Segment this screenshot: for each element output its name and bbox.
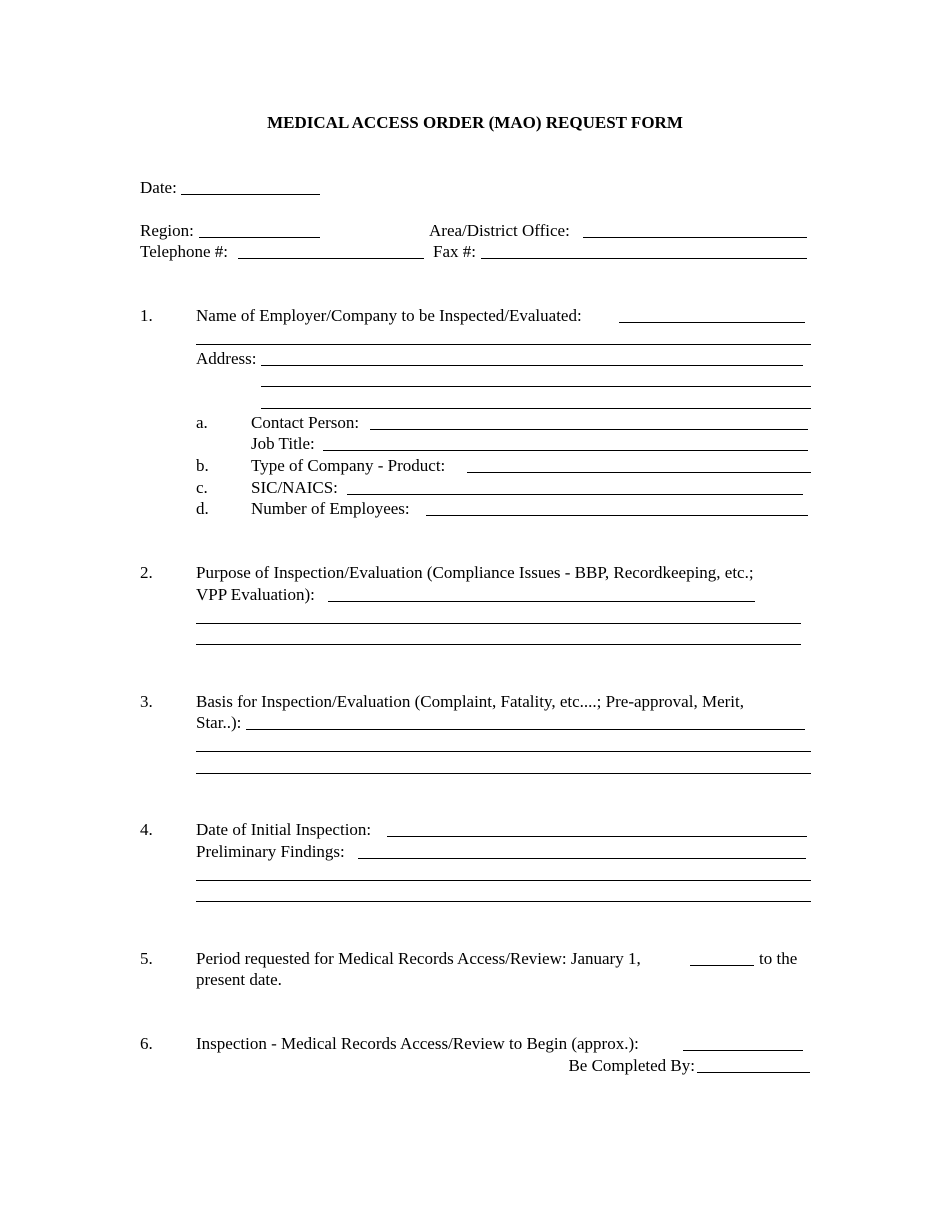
- contact-person-label: Contact Person:: [251, 413, 360, 432]
- period-label-end: to the: [759, 949, 798, 968]
- address-label: Address:: [196, 349, 257, 368]
- date-field[interactable]: [181, 194, 320, 195]
- fax-label: Fax #:: [433, 242, 476, 261]
- period-label-line-2: present date.: [196, 970, 282, 989]
- area-office-field[interactable]: [583, 237, 807, 238]
- item-d-letter: d.: [196, 499, 209, 518]
- employer-field-line-2[interactable]: [196, 344, 811, 345]
- begin-label: Inspection - Medical Records Access/Review to Begin (approx.):: [196, 1034, 639, 1053]
- form-title: MEDICAL ACCESS ORDER (MAO) REQUEST FORM: [267, 113, 683, 132]
- company-type-field[interactable]: [467, 472, 811, 473]
- contact-person-field[interactable]: [370, 429, 808, 430]
- completed-by-label: Be Completed By:: [568, 1056, 695, 1075]
- basis-field-line-2[interactable]: [196, 751, 811, 752]
- purpose-label-line-2: VPP Evaluation):: [196, 585, 315, 604]
- section-5-number: 5.: [140, 949, 153, 968]
- basis-label-line-1: Basis for Inspection/Evaluation (Complaint, Fatality, etc....; Pre-approval, Merit,: [196, 692, 744, 711]
- employer-label: Name of Employer/Company to be Inspected/Evaluated:: [196, 306, 582, 325]
- employees-field[interactable]: [426, 515, 808, 516]
- initial-inspection-field[interactable]: [387, 836, 807, 837]
- purpose-field-line-3[interactable]: [196, 644, 801, 645]
- company-type-label: Type of Company - Product:: [251, 456, 446, 475]
- date-label: Date:: [140, 178, 177, 197]
- telephone-field[interactable]: [238, 258, 424, 259]
- job-title-field[interactable]: [323, 450, 808, 451]
- employees-label: Number of Employees:: [251, 499, 410, 518]
- period-label: Period requested for Medical Records Access/Review: January 1,: [196, 949, 641, 968]
- completed-by-field[interactable]: [697, 1072, 810, 1073]
- item-b-letter: b.: [196, 456, 209, 475]
- basis-label-line-2: Star..):: [196, 713, 242, 732]
- basis-field[interactable]: [246, 729, 805, 730]
- address-field-line-2[interactable]: [261, 386, 811, 387]
- findings-field[interactable]: [358, 858, 806, 859]
- findings-field-line-3[interactable]: [196, 901, 811, 902]
- section-4-number: 4.: [140, 820, 153, 839]
- sic-naics-label: SIC/NAICS:: [251, 478, 338, 497]
- region-field[interactable]: [199, 237, 320, 238]
- job-title-label: Job Title:: [251, 434, 315, 453]
- area-office-label: Area/District Office:: [429, 221, 570, 240]
- findings-label: Preliminary Findings:: [196, 842, 345, 861]
- region-label: Region:: [140, 221, 194, 240]
- section-3-number: 3.: [140, 692, 153, 711]
- period-year-field[interactable]: [690, 965, 754, 966]
- purpose-field-line-2[interactable]: [196, 623, 801, 624]
- initial-inspection-label: Date of Initial Inspection:: [196, 820, 372, 839]
- item-a-letter: a.: [196, 413, 208, 432]
- section-1-number: 1.: [140, 306, 153, 325]
- purpose-label-line-1: Purpose of Inspection/Evaluation (Compliance Issues - BBP, Recordkeeping, etc.;: [196, 563, 754, 582]
- telephone-label: Telephone #:: [140, 242, 229, 261]
- section-2-number: 2.: [140, 563, 153, 582]
- fax-field[interactable]: [481, 258, 807, 259]
- purpose-field[interactable]: [328, 601, 755, 602]
- address-field[interactable]: [261, 365, 803, 366]
- basis-field-line-3[interactable]: [196, 773, 811, 774]
- address-field-line-3[interactable]: [261, 408, 811, 409]
- findings-field-line-2[interactable]: [196, 880, 811, 881]
- sic-naics-field[interactable]: [347, 494, 803, 495]
- section-6-number: 6.: [140, 1034, 153, 1053]
- begin-field[interactable]: [683, 1050, 803, 1051]
- item-c-letter: c.: [196, 478, 208, 497]
- employer-field[interactable]: [619, 322, 805, 323]
